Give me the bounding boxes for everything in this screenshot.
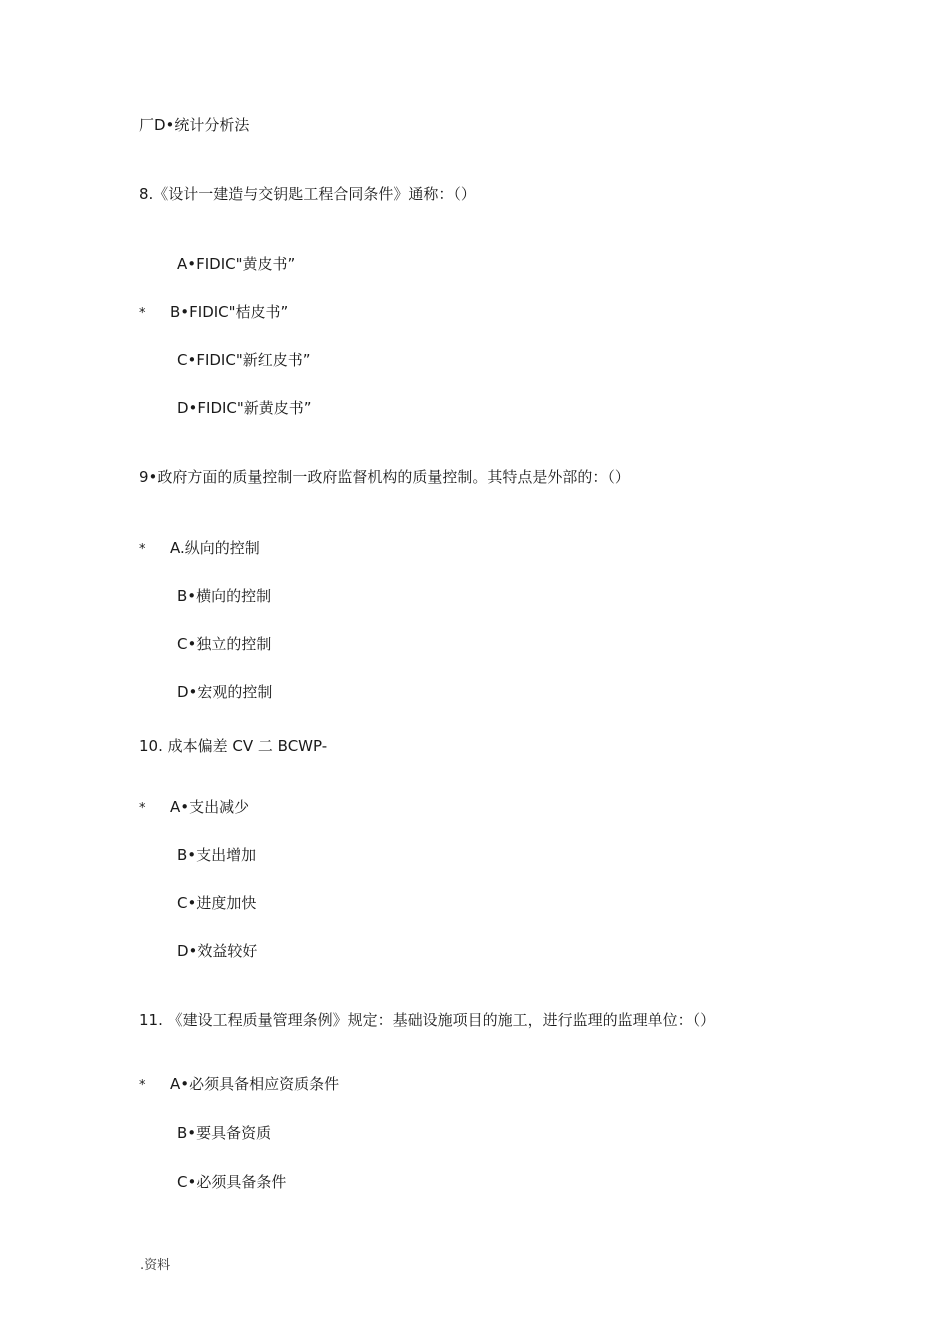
answer-marker: * xyxy=(139,306,146,321)
page-footer: .资料 xyxy=(140,1258,171,1273)
option-10b: B•支出增加 xyxy=(177,846,257,864)
option-11a: A•必须具备相应资质条件 xyxy=(170,1075,340,1093)
question-8: 8.《设计一建造与交钥匙工程合同条件》通称：（） xyxy=(139,185,476,203)
option-8d: D•FIDIC"新黄皮书” xyxy=(177,399,312,417)
option-10a-row xyxy=(139,797,249,819)
option-8b: B•FIDIC"桔皮书” xyxy=(170,303,289,321)
option-8b-row xyxy=(139,302,288,324)
option-8a: A•FIDIC"黄皮书” xyxy=(177,255,296,273)
answer-marker: * xyxy=(139,801,146,816)
question-9: 9•政府方面的质量控制一政府监督机构的质量控制。其特点是外部的：（） xyxy=(139,468,630,486)
option-10c: C•进度加快 xyxy=(177,894,257,912)
option-9a-row xyxy=(139,538,260,560)
option-8c: C•FIDIC"新红皮书” xyxy=(177,351,311,369)
option-11b: B•要具备资质 xyxy=(177,1124,272,1142)
answer-marker: * xyxy=(139,1078,146,1093)
option-11a-row xyxy=(139,1074,339,1096)
question-11: 11. 《建设工程质量管理条例》规定：基础设施项目的施工，进行监理的监理单位：（） xyxy=(139,1011,716,1029)
option-9d: D•宏观的控制 xyxy=(177,683,273,701)
answer-marker: * xyxy=(139,542,146,557)
option-11c: C•必须具备条件 xyxy=(177,1173,287,1191)
option-10d: D•效益较好 xyxy=(177,942,258,960)
option-9a: A.纵向的控制 xyxy=(170,539,260,557)
option-9b: B•横向的控制 xyxy=(177,587,272,605)
option-9c: C•独立的控制 xyxy=(177,635,272,653)
option-10a: A•支出减少 xyxy=(170,798,250,816)
question-10: 10. 成本偏差 CV 二 BCWP- xyxy=(139,737,328,755)
option-text: 厂D•统计分析法 xyxy=(139,116,250,134)
